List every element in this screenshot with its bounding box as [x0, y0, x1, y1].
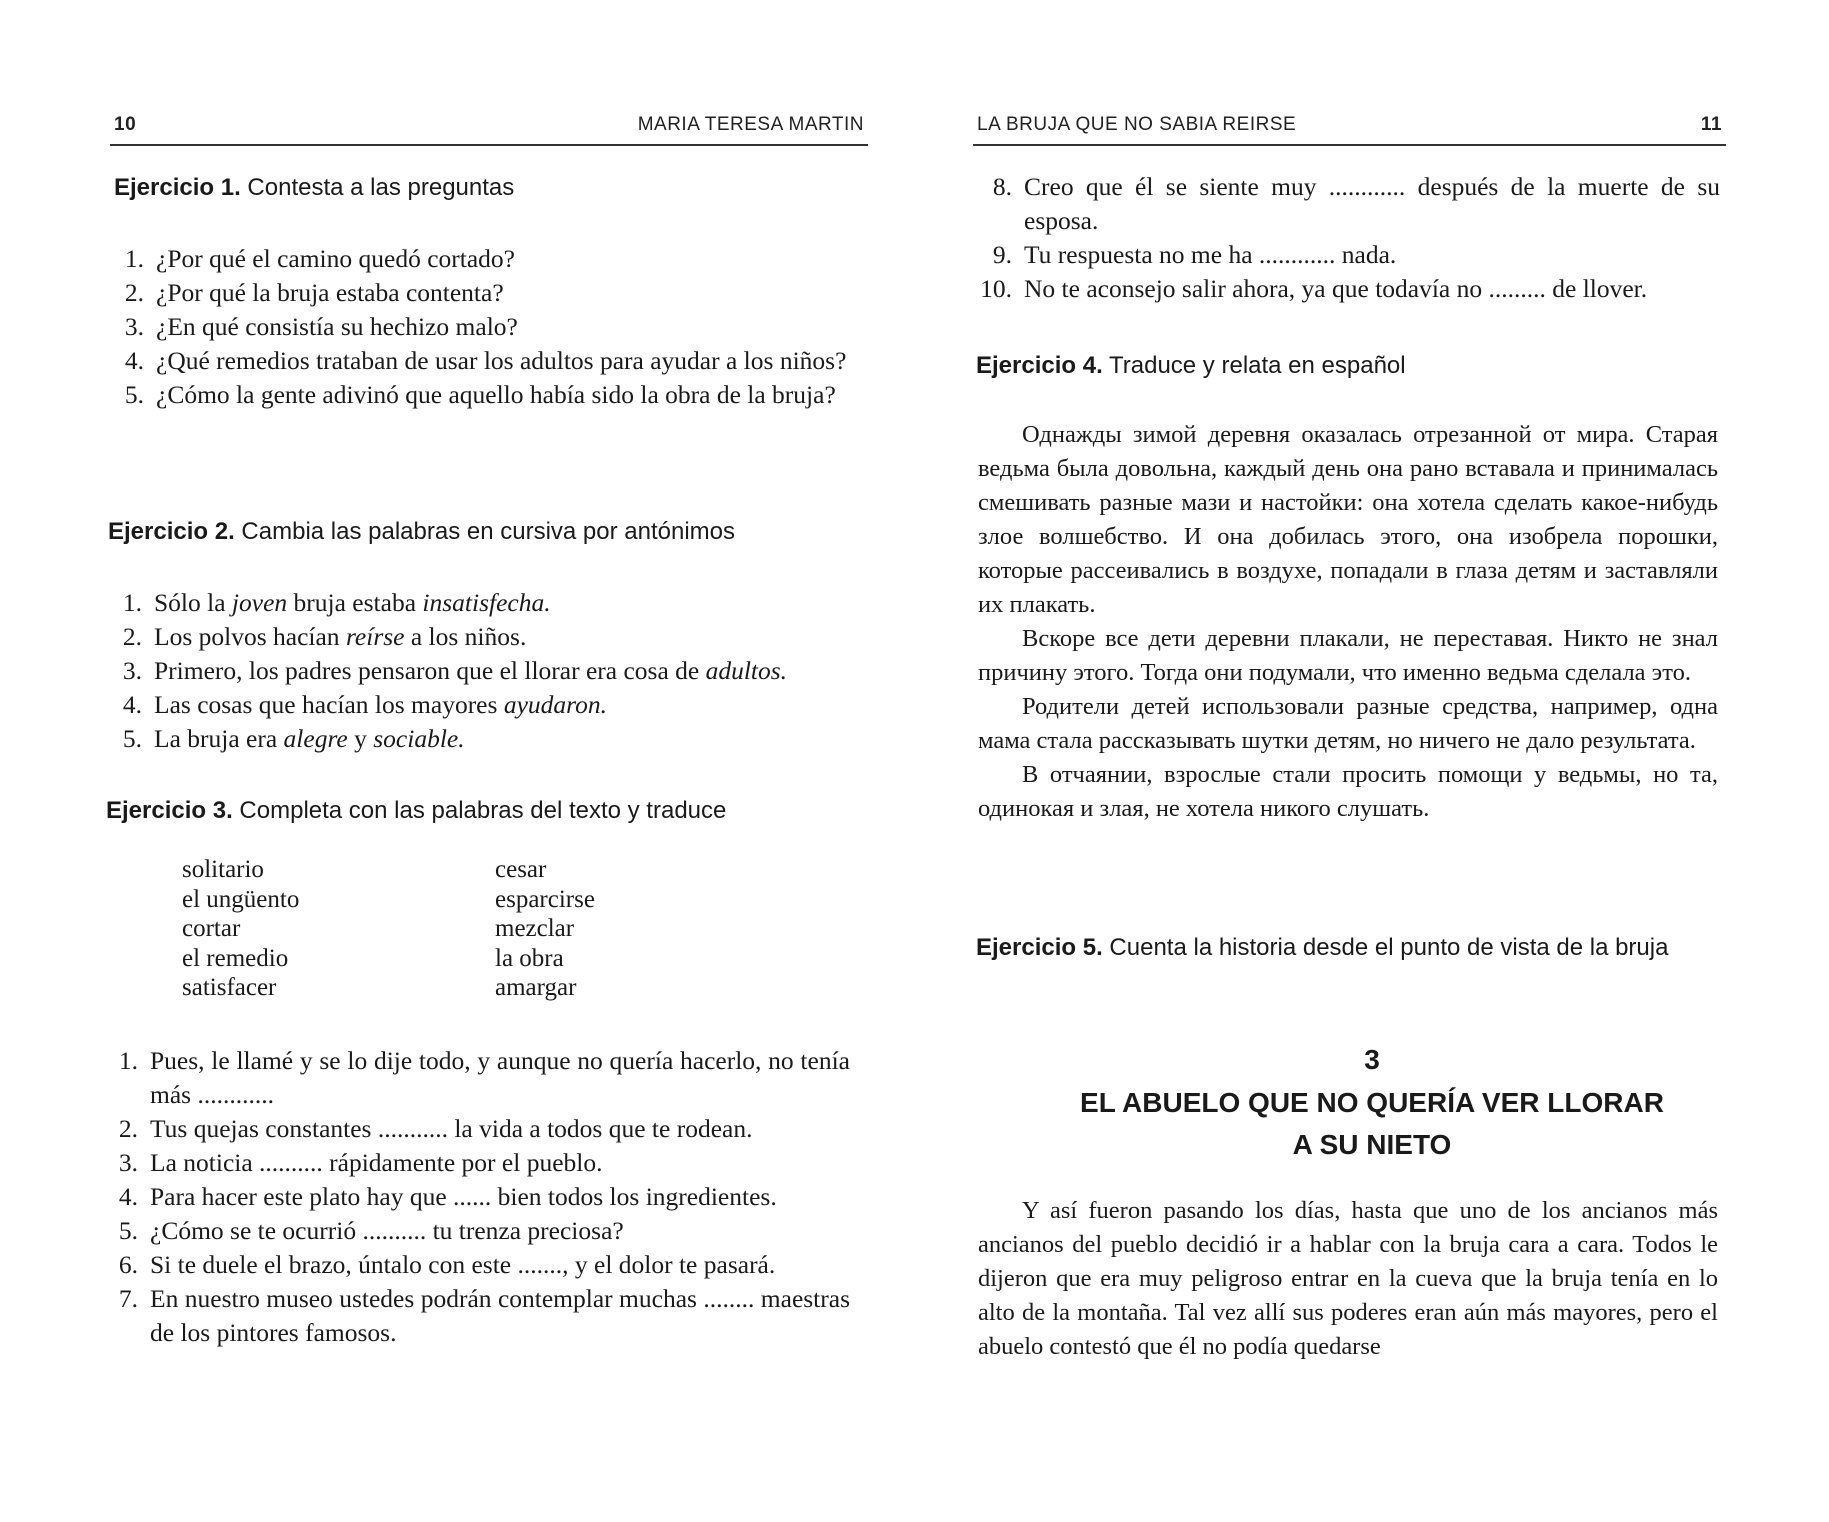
item-number: 3.: [118, 1148, 138, 1177]
left-page: [0, 0, 900, 1522]
item-text: Creo que él se siente muy ............ después de la muerte de su esposa.: [1024, 172, 1720, 235]
item-number: 4.: [118, 1182, 138, 1211]
item-text: bruja estaba: [287, 588, 423, 617]
paragraph: Вскоре все дети деревни плакали, не переставая. Никто не знал причину этого. Тогда они подумали, что именно ведьма сделала это.: [978, 625, 1718, 686]
item-number: 4.: [122, 690, 142, 719]
list-item: [110, 722, 870, 756]
item-text: ¿Qué remedios trataban de usar los adultos para ayudar a los niños?: [156, 346, 847, 375]
item-text: Sólo la: [154, 588, 232, 617]
italic-word: adultos.: [705, 656, 788, 685]
item-number: 1.: [124, 244, 144, 273]
item-number: 10.: [980, 274, 1012, 303]
word-item: esparcirse: [495, 885, 595, 913]
exercise2-heading: [108, 518, 735, 546]
list-item: [112, 310, 860, 344]
paragraph: Однажды зимой деревня оказалась отрезанной от мира. Старая ведьма была довольна, каждый день она рано вставала и принималась смешивать разные мази и настойки: она хотела сделать какое-нибудь злое волшебство. И она добилась этого, она изобрела порошки, которые рассеивались в воздухе, попадали в глаза детям и заставляли их плакать.: [978, 421, 1718, 618]
exercise2-label: Ejercicio 2.: [108, 518, 235, 545]
item-text: ¿Por qué la bruja estaba contenta?: [156, 278, 504, 307]
item-number: 5.: [122, 724, 142, 753]
list-item: [110, 688, 870, 722]
list-item: [110, 586, 870, 620]
italic-word: reírse: [345, 622, 405, 651]
item-text: Pues, le llamé y se lo dije todo, y aunque no quería hacerlo, no tenía más ............: [150, 1046, 850, 1109]
item-text: ¿Cómo la gente adivinó que aquello había sido la obra de la bruja?: [156, 380, 836, 409]
word-item: cortar: [182, 915, 241, 942]
word-column-2: [495, 855, 775, 1003]
word-item: mezclar: [495, 915, 575, 942]
italic-word: joven: [231, 588, 288, 617]
exercise3-title: Completa con las palabras del texto y traduce: [239, 797, 727, 824]
exercise1-heading: [114, 174, 514, 202]
item-text: ¿En qué consistía su hechizo malo?: [156, 312, 518, 341]
exercise5-title: Cuenta la historia desde el punto de vista de la bruja: [1109, 934, 1669, 961]
exercise3-list: [106, 1044, 850, 1350]
item-number: 8.: [992, 172, 1012, 201]
item-number: 5.: [118, 1216, 138, 1245]
item-text: No te aconsejo salir ahora, ya que todavía no ......... de llover.: [1024, 274, 1648, 303]
exercise1-title: Contesta a las preguntas: [247, 174, 515, 201]
list-item: [112, 242, 860, 276]
exercise5-heading: [976, 934, 1668, 962]
item-number: 2.: [118, 1114, 138, 1143]
italic-word: insatisfecha.: [422, 588, 551, 617]
chapter-title-line2: A SU NIETO: [1292, 1129, 1452, 1160]
item-number: 9.: [992, 240, 1012, 269]
chapter-number: 3: [1364, 1044, 1380, 1075]
item-number: 4.: [124, 346, 144, 375]
running-title-right: LA BRUJA QUE NO SABIA REIRSE: [977, 114, 1297, 135]
list-item: [112, 378, 860, 412]
paragraph: Родители детей использовали разные средства, например, одна мама стала рассказывать шутки детям, но ничего не дало результата.: [978, 693, 1718, 754]
list-item: [106, 1044, 850, 1112]
item-text: Tu respuesta no me ha ............ nada.: [1024, 240, 1397, 269]
item-number: 3.: [122, 656, 142, 685]
item-text: Los polvos hacían: [154, 622, 346, 651]
list-item: [112, 344, 860, 378]
item-text: Si te duele el brazo, úntalo con este ......., y el dolor te pasará.: [150, 1250, 776, 1279]
item-text: ¿Por qué el camino quedó cortado?: [156, 244, 515, 273]
paragraph: В отчаянии, взрослые стали просить помощи у ведьмы, но та, одинокая и злая, не хотела никого слушать.: [978, 761, 1718, 822]
exercise1-label: Ejercicio 1.: [114, 174, 241, 201]
page-number-right: 11: [1700, 114, 1722, 135]
running-head-left: [110, 108, 868, 146]
word-item: el remedio: [182, 944, 289, 972]
item-number: 3.: [124, 312, 144, 341]
right-page: [930, 0, 1829, 1522]
running-head-right: [973, 108, 1726, 146]
word-item: solitario: [182, 856, 264, 883]
list-item: [106, 1282, 850, 1350]
item-text: Las cosas que hacían los mayores: [154, 690, 504, 719]
list-item: [106, 1180, 850, 1214]
exercise4-label: Ejercicio 4.: [976, 352, 1103, 379]
list-item: [980, 272, 1720, 306]
exercise2-list: [110, 586, 870, 756]
item-text: Primero, los padres pensaron que el llorar era cosa de: [154, 656, 706, 685]
list-item: [106, 1112, 850, 1146]
list-item: [106, 1214, 850, 1248]
list-item: [112, 276, 860, 310]
item-text: a los niños.: [404, 622, 527, 651]
item-text: La bruja era: [154, 724, 284, 753]
word-item: amargar: [495, 974, 577, 1001]
item-text: Tus quejas constantes ........... la vida a todos que te rodean.: [150, 1114, 753, 1143]
exercise4-text: [978, 418, 1718, 826]
item-number: 1.: [122, 588, 142, 617]
list-item: [980, 238, 1720, 272]
item-text: ¿Cómo se te ocurrió .......... tu trenza preciosa?: [150, 1216, 624, 1245]
list-item: [980, 170, 1720, 238]
exercise2-title: Cambia las palabras en cursiva por antónimos: [241, 518, 736, 545]
italic-word: sociable.: [373, 724, 465, 753]
list-item: [110, 620, 870, 654]
list-item: [106, 1248, 850, 1282]
item-text: En nuestro museo ustedes podrán contemplar muchas ........ maestras de los pintores famosos.: [150, 1284, 850, 1347]
word-item: la obra: [495, 944, 564, 972]
word-item: cesar: [495, 856, 547, 883]
word-item: el ungüento: [182, 885, 300, 913]
list-item: [110, 654, 870, 688]
item-number: 1.: [118, 1046, 138, 1075]
chapter-paragraph: Y así fueron pasando los días, hasta que uno de los ancianos más ancianos del pueblo decidió ir a hablar con la bruja cara a cara. Todos le dijeron que era muy peligroso entrar en la cueva que la bruja tenía en lo alto de la montaña. Tal vez allí sus poderes eran aún más mayores, pero el abuelo contestó que él no podía quedarse: [978, 1197, 1718, 1360]
exercise5-label: Ejercicio 5.: [976, 934, 1103, 961]
exercise3-continued-list: [980, 170, 1720, 306]
exercise4-title: Traduce y relata en español: [1108, 352, 1406, 379]
item-number: 2.: [124, 278, 144, 307]
chapter-title: [930, 1082, 1814, 1166]
exercise1-list: [112, 242, 860, 412]
italic-word: ayudaron.: [503, 690, 607, 719]
exercise3-label: Ejercicio 3.: [106, 797, 233, 824]
item-text: Para hacer este plato hay que ...... bien todos los ingredientes.: [150, 1182, 777, 1211]
word-item: satisfacer: [182, 974, 277, 1001]
item-number: 2.: [122, 622, 142, 651]
running-title-left: MARIA TERESA MARTIN: [637, 114, 864, 135]
chapter-title-line1: EL ABUELO QUE NO QUERÍA VER LLORAR: [1080, 1087, 1664, 1118]
list-item: [106, 1146, 850, 1180]
item-number: 7.: [118, 1284, 138, 1313]
item-text: y: [347, 724, 374, 753]
item-number: 5.: [124, 380, 144, 409]
exercise3-heading: [106, 797, 726, 825]
word-column-1: [182, 855, 462, 1003]
item-text: La noticia .......... rápidamente por el pueblo.: [150, 1148, 603, 1177]
item-number: 6.: [118, 1250, 138, 1279]
exercise4-heading: [976, 352, 1406, 380]
page-number-left: 10: [114, 114, 137, 135]
italic-word: alegre: [283, 724, 348, 753]
